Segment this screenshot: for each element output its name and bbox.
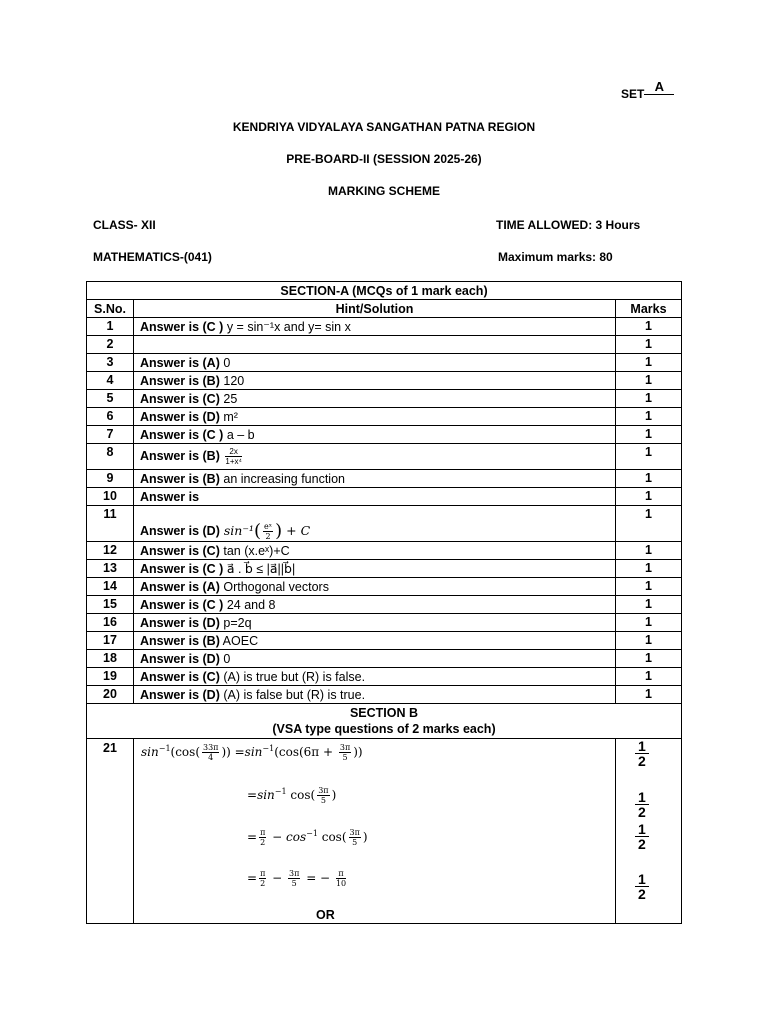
answer-text: 24 and 8 [223, 597, 276, 612]
answer-prefix: Answer is (D) [140, 524, 220, 538]
answer-prefix: Answer is (C ) [140, 427, 224, 442]
row-number: 5 [87, 390, 134, 408]
answer-prefix: Answer is (D) [140, 615, 220, 630]
answer-text: 0 [219, 355, 231, 370]
q21-or: OR [316, 908, 335, 922]
answer-text: (A) is false but (R) is true. [219, 687, 366, 702]
answer-prefix: Answer is (D) [140, 651, 220, 666]
doc-title: MARKING SCHEME [327, 184, 440, 198]
answer-text: (A) is true but (R) is false. [219, 669, 366, 684]
row-number: 4 [87, 372, 134, 390]
answer-text: 120 [219, 373, 245, 388]
table-row [87, 668, 682, 686]
subject-label: MATHEMATICS-(041) [93, 250, 212, 264]
row-number: 6 [87, 408, 134, 426]
max-marks: Maximum marks: 80 [498, 250, 613, 264]
row-marks: 1 [616, 426, 682, 444]
answer-prefix: Answer is (C ) [140, 561, 224, 576]
row-solution [134, 542, 616, 560]
row-marks: 1 [616, 506, 682, 542]
row-solution [134, 668, 616, 686]
row-solution [134, 470, 616, 488]
table-row [87, 372, 682, 390]
table-row [87, 354, 682, 372]
row-marks: 1 [616, 578, 682, 596]
answer-prefix: Answer is (D) [140, 687, 220, 702]
row-number: 10 [87, 488, 134, 506]
q21-solution [134, 739, 616, 924]
q21-line2: $=\sin^{-1}$ cos( $\frac{3\pi}{5}$ ) [247, 786, 337, 805]
q11-expression: sin⁻¹( $\frac{\text{eˣ}}{2}$ ) + C [223, 520, 311, 542]
answer-prefix: Answer is (C) [140, 669, 220, 684]
answer-text: AOEC [219, 633, 259, 648]
answer-prefix: Answer is (A) [140, 355, 220, 370]
answer-text: Orthogonal vectors [219, 579, 329, 594]
row-solution [134, 390, 616, 408]
table-row-q21 [87, 739, 682, 924]
answer-prefix: Answer is (D) [140, 409, 220, 424]
row-marks: 1 [616, 488, 682, 506]
col-sno: S.No. [87, 300, 134, 318]
row-number: 18 [87, 650, 134, 668]
row-marks: 1 [616, 318, 682, 336]
answer-prefix: Answer is (B) [140, 448, 220, 463]
q21-line3: = $\frac{\pi}{2}$ − $\cos^{-1} \cos$( $\frac{3\pi}{5}$ ) [247, 828, 368, 847]
q21-marks [616, 739, 682, 924]
table-row [87, 488, 682, 506]
answer-prefix: Answer is (A) [140, 579, 220, 594]
row-solution [134, 488, 616, 506]
answer-text: p=2q [219, 615, 252, 630]
row-marks: 1 [616, 408, 682, 426]
answer-text: 0 [219, 651, 231, 666]
row-marks: 1 [616, 632, 682, 650]
time-allowed: TIME ALLOWED: 3 Hours [496, 218, 641, 232]
row-marks: 1 [616, 650, 682, 668]
org-title: KENDRIYA VIDYALAYA SANGATHAN PATNA REGION [232, 120, 536, 134]
answer-prefix: Answer is (B) [140, 471, 220, 486]
row-marks: 1 [616, 668, 682, 686]
q21-number: 21 [87, 739, 134, 924]
table-row [87, 596, 682, 614]
answer-text: a – b [223, 427, 255, 442]
q8-fraction: $\frac{2x}{\text{1+x⁴}}$ [225, 447, 242, 466]
row-number: 11 [87, 506, 134, 542]
answer-text: a⃗ . b⃗ ≤ |a⃗||b⃗| [223, 561, 296, 576]
table-row [87, 614, 682, 632]
row-marks: 1 [616, 354, 682, 372]
row-number: 1 [87, 318, 134, 336]
col-solution: Hint/Solution [134, 300, 616, 318]
row-number: 8 [87, 444, 134, 470]
row-solution [134, 614, 616, 632]
row-solution [134, 354, 616, 372]
answer-prefix: Answer is (C) [140, 391, 220, 406]
row-solution [134, 596, 616, 614]
row-marks: 1 [616, 336, 682, 354]
table-row [87, 408, 682, 426]
row-marks: 1 [616, 560, 682, 578]
section-b-subtitle: (VSA type questions of 2 marks each) [272, 722, 496, 736]
table-row [87, 686, 682, 704]
row-solution [134, 686, 616, 704]
row-solution [134, 506, 616, 542]
row-number: 19 [87, 668, 134, 686]
answer-prefix: Answer is (B) [140, 373, 220, 388]
row-number: 15 [87, 596, 134, 614]
answer-text: y = sin⁻¹x and y= sin x [223, 319, 351, 334]
answer-prefix: Answer is (C ) [140, 597, 224, 612]
row-number: 14 [87, 578, 134, 596]
row-number: 13 [87, 560, 134, 578]
table-row [87, 444, 682, 470]
row-number: 3 [87, 354, 134, 372]
q21-mark-3: 1 2 [635, 822, 649, 851]
row-marks: 1 [616, 542, 682, 560]
table-row [87, 390, 682, 408]
row-number: 2 [87, 336, 134, 354]
table-row [87, 470, 682, 488]
row-marks: 1 [616, 444, 682, 470]
row-solution [134, 426, 616, 444]
row-marks: 1 [616, 390, 682, 408]
table-row [87, 318, 682, 336]
table-row [87, 506, 682, 542]
q21-mark-1: 1 2 [635, 739, 649, 768]
col-marks: Marks [616, 300, 682, 318]
answer-text: an increasing function [219, 471, 345, 486]
answer-prefix: Answer is [140, 489, 200, 504]
row-marks: 1 [616, 372, 682, 390]
row-marks: 1 [616, 596, 682, 614]
row-solution [134, 578, 616, 596]
table-row [87, 560, 682, 578]
answer-text: tan (x.eˣ)+C [219, 543, 290, 558]
row-marks: 1 [616, 614, 682, 632]
row-solution [134, 372, 616, 390]
section-b-title: SECTION B [349, 706, 419, 720]
q21-mark-4: 1 2 [635, 872, 649, 901]
row-solution [134, 408, 616, 426]
row-solution [134, 632, 616, 650]
table-row [87, 336, 682, 354]
row-marks: 1 [616, 470, 682, 488]
row-number: 7 [87, 426, 134, 444]
table-row [87, 578, 682, 596]
q21-line4: = $\frac{\pi}{2}$ − $\frac{3\pi}{5}$ = − $\frac{\pi}{10}$ [247, 869, 347, 888]
table-row [87, 632, 682, 650]
row-number: 16 [87, 614, 134, 632]
answer-prefix: Answer is (C ) [140, 319, 224, 334]
answer-prefix: Answer is (B) [140, 633, 220, 648]
table-row [87, 650, 682, 668]
answer-text: 25 [219, 391, 238, 406]
row-marks: 1 [616, 686, 682, 704]
row-solution [134, 336, 616, 354]
row-solution [134, 444, 616, 470]
q21-line1: $\sin^{-1}(\cos$( $\frac{33\pi}{4}$ )) $=\sin^{-1}(\cos(6\pi$ + $\frac{3\pi}{5}$ )) [141, 743, 363, 762]
class-label: CLASS- XII [93, 218, 156, 232]
row-number: 9 [87, 470, 134, 488]
row-solution [134, 560, 616, 578]
section-b-header [87, 704, 682, 739]
row-number: 17 [87, 632, 134, 650]
q21-mark-2: 1 2 [635, 790, 649, 819]
table-row [87, 542, 682, 560]
section-a-title: SECTION-A (MCQs of 1 mark each) [87, 282, 682, 300]
answer-text: m² [219, 409, 238, 424]
exam-title: PRE-BOARD-II (SESSION 2025-26) [286, 152, 482, 166]
row-solution [134, 650, 616, 668]
row-solution [134, 318, 616, 336]
set-letter: A [644, 79, 674, 95]
marking-scheme-table [86, 281, 682, 924]
set-label: SET A [621, 86, 674, 102]
row-number: 20 [87, 686, 134, 704]
row-number: 12 [87, 542, 134, 560]
table-row [87, 426, 682, 444]
answer-prefix: Answer is (C) [140, 543, 220, 558]
